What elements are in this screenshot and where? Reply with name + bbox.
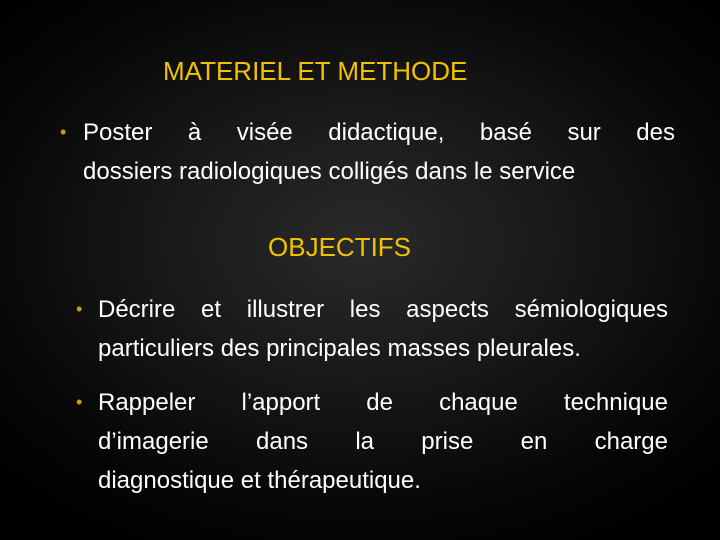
bullet-line: d’imagerie dans la prise en charge — [98, 428, 668, 455]
bullet-line: Poster à visée didactique, basé sur des — [83, 119, 675, 146]
bullet-line: diagnostique et thérapeutique. — [98, 467, 421, 494]
bullet-line: dossiers radiologiques colligés dans le service — [83, 158, 576, 185]
section-title-objectifs: OBJECTIFS — [268, 232, 412, 262]
bullet-objectif-decrire — [76, 290, 670, 368]
bullet-dot-icon: • — [60, 122, 67, 142]
bullet-line: Décrire et illustrer les aspects sémiologiques — [98, 296, 668, 323]
bullet-line: Rappeler l’apport de chaque technique — [98, 389, 668, 416]
section-title-materiel-methode: MATERIEL ET METHODE — [163, 56, 468, 86]
bullet-text — [98, 290, 668, 368]
bullet-objectif-rappeler — [76, 383, 670, 500]
bullet-line: particuliers des principales masses pleurales. — [98, 335, 581, 362]
bullet-dot-icon: • — [76, 299, 83, 319]
bullet-dot-icon: • — [76, 392, 83, 412]
bullet-text — [83, 113, 675, 191]
bullet-materiel — [60, 113, 675, 191]
bullet-text — [98, 383, 668, 500]
